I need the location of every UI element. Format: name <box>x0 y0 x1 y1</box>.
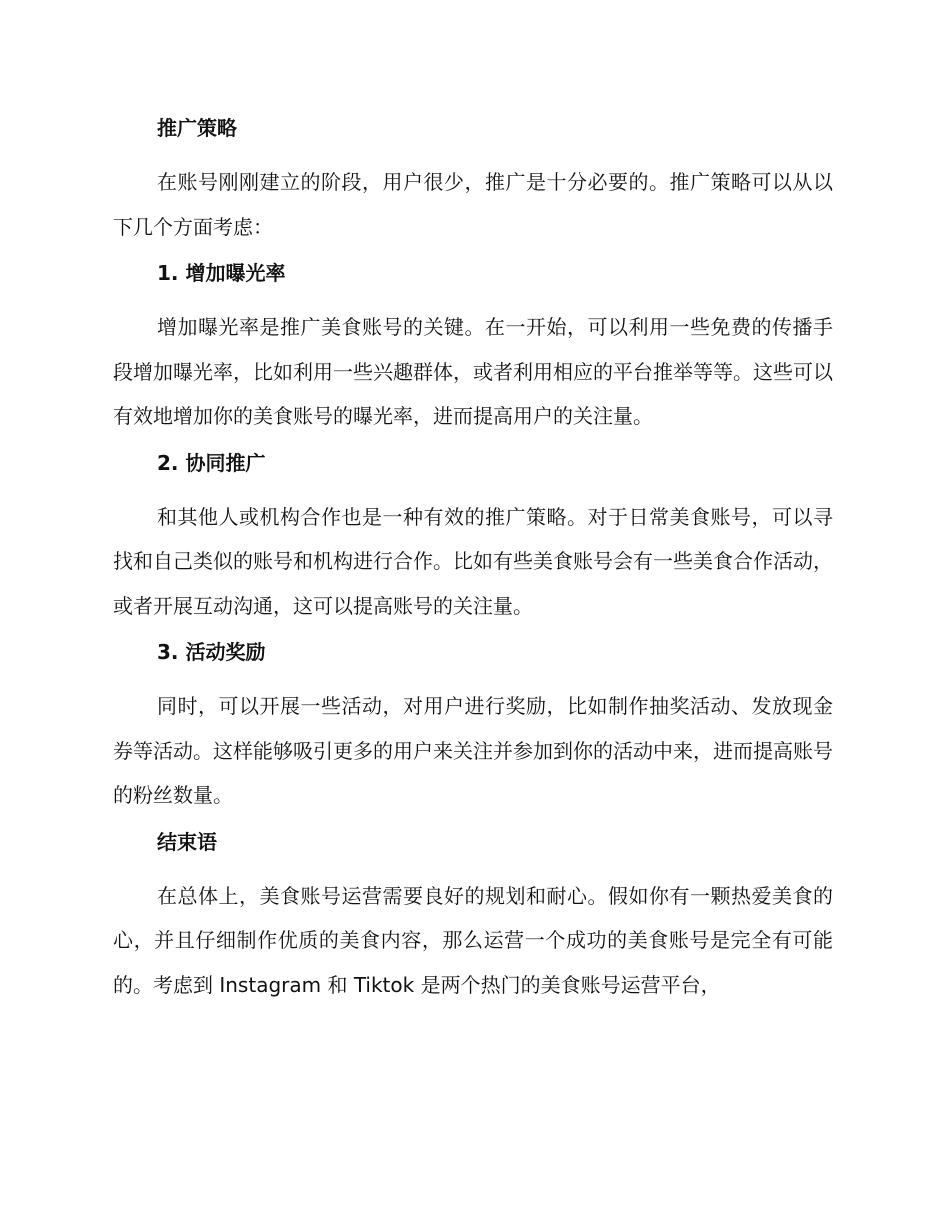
paragraph-conclusion: 在总体上，美食账号运营需要良好的规划和耐心。假如你有一颗热爱美食的心，并且仔细制作优质的美食内容，那么运营一个成功的美食账号是完全有可能的。考虑到 Instagram 和 Tiktok 是两个热门的美食账号运营平台， <box>113 883 833 997</box>
section-heading-co-promotion: 2. 协同推广 <box>157 450 266 475</box>
paragraph-exposure: 增加曝光率是推广美食账号的关键。在一开始，可以利用一些免费的传播手段增加曝光率，比如利用一些兴趣群体，或者利用相应的平台推举等等。这些可以有效地增加你的美食账号的曝光率，进而提高用户的关注量。 <box>113 315 833 428</box>
paragraph-co-promotion: 和其他人或机构合作也是一种有效的推广策略。对于日常美食账号，可以寻找和自己类似的账号和机构进行合作。比如有些美食账号会有一些美食合作活动，或者开展互动沟通，这可以提高账号的关注量。 <box>113 504 833 618</box>
section-heading-activity-rewards: 3. 活动奖励 <box>157 640 266 664</box>
section-heading-promotion-strategy: 推广策略 <box>157 116 237 140</box>
paragraph-activity-rewards: 同时，可以开展一些活动，对用户进行奖励，比如制作抽奖活动、发放现金券等活动。这样能够吸引更多的用户来关注并参加到你的活动中来，进而提高账号的粉丝数量。 <box>113 694 833 807</box>
paragraph-promotion-strategy: 在账号刚刚建立的阶段，用户很少，推广是十分必要的。推广策略可以从以下几个方面考虑： <box>113 170 833 239</box>
document-page <box>113 110 833 1013</box>
section-heading-exposure: 1. 增加曝光率 <box>157 261 286 285</box>
section-heading-conclusion: 结束语 <box>157 829 217 854</box>
